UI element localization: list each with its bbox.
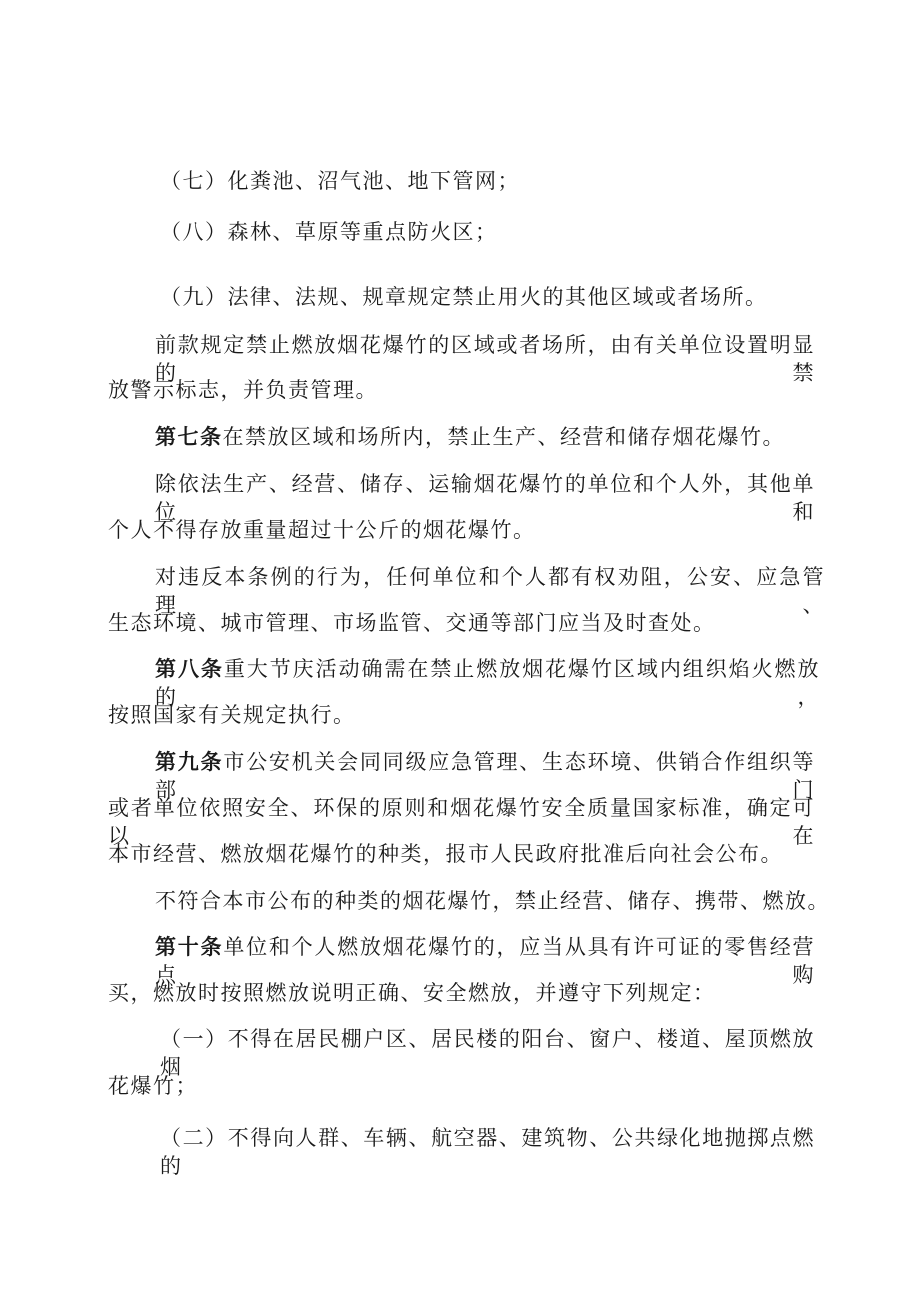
article-7-para-3-line-2: 生态环境、城市管理、市场监管、交通等部门应当及时查处。 (108, 611, 716, 635)
item-8: （八）森林、草原等重点防火区； (160, 220, 498, 244)
article-10-label: 第十条 (155, 935, 224, 959)
article-9-line-2: 或者单位依照安全、环保的原则和烟花爆竹安全质量国家标准，确定可以在 (108, 796, 815, 848)
item-7: （七）化粪池、沼气池、地下管网； (160, 169, 520, 193)
article-8-label: 第八条 (155, 657, 224, 681)
article-9-line-3: 本市经营、燃放烟花爆竹的种类，报市人民政府批准后向社会公布。 (108, 842, 783, 866)
article-10-item-1-line-1: （一）不得在居民棚户区、居民楼的阳台、窗户、楼道、屋顶燃放烟 (160, 1027, 815, 1079)
article-9-para-2: 不符合本市公布的种类的烟花爆竹，禁止经营、储存、携带、燃放。 (155, 889, 830, 913)
article-10-line-1 (155, 933, 816, 987)
article-9-label: 第九条 (155, 750, 224, 774)
article-7 (155, 423, 785, 451)
article-7-para-3-line-1: 对违反本条例的行为，任何单位和个人都有权劝阻，公安、应急管理、 (155, 565, 825, 617)
article-10-text-line-1: 单位和个人燃放烟花爆竹的，应当从具有许可证的零售经营点购 (155, 935, 816, 987)
item-9: （九）法律、法规、规章规定禁止用火的其他区域或者场所。 (160, 285, 768, 309)
paragraph-prohibited-line-1: 前款规定禁止燃放烟花爆竹的区域或者场所，由有关单位设置明显的禁 (155, 333, 815, 385)
article-7-text: 在禁放区域和场所内，禁止生产、经营和储存烟花爆竹。 (222, 425, 785, 449)
article-9-line-1 (155, 748, 816, 802)
article-8-text-line-1: 重大节庆活动确需在禁止燃放烟花爆竹区域内组织焰火燃放的， (155, 657, 821, 709)
article-10-line-2: 买，燃放时按照燃放说明正确、安全燃放，并遵守下列规定： (108, 981, 716, 1005)
article-10-item-2-line-1: （二）不得向人群、车辆、航空器、建筑物、公共绿化地抛掷点燃的 (160, 1126, 815, 1178)
article-8-line-2: 按照国家有关规定执行。 (108, 703, 356, 727)
paragraph-prohibited-line-2: 放警示标志，并负责管理。 (108, 378, 378, 402)
article-7-label: 第七条 (155, 425, 223, 449)
article-10-item-1-line-2: 花爆竹； (108, 1074, 198, 1098)
article-8-line-1 (155, 655, 821, 709)
article-9-text-line-1: 市公安机关会同同级应急管理、生态环境、供销合作组织等部门 (155, 750, 816, 802)
article-7-para-2-line-1: 除依法生产、经营、储存、运输烟花爆竹的单位和个人外，其他单位和 (155, 472, 815, 524)
article-7-para-2-line-2: 个人不得存放重量超过十公斤的烟花爆竹。 (108, 518, 536, 542)
